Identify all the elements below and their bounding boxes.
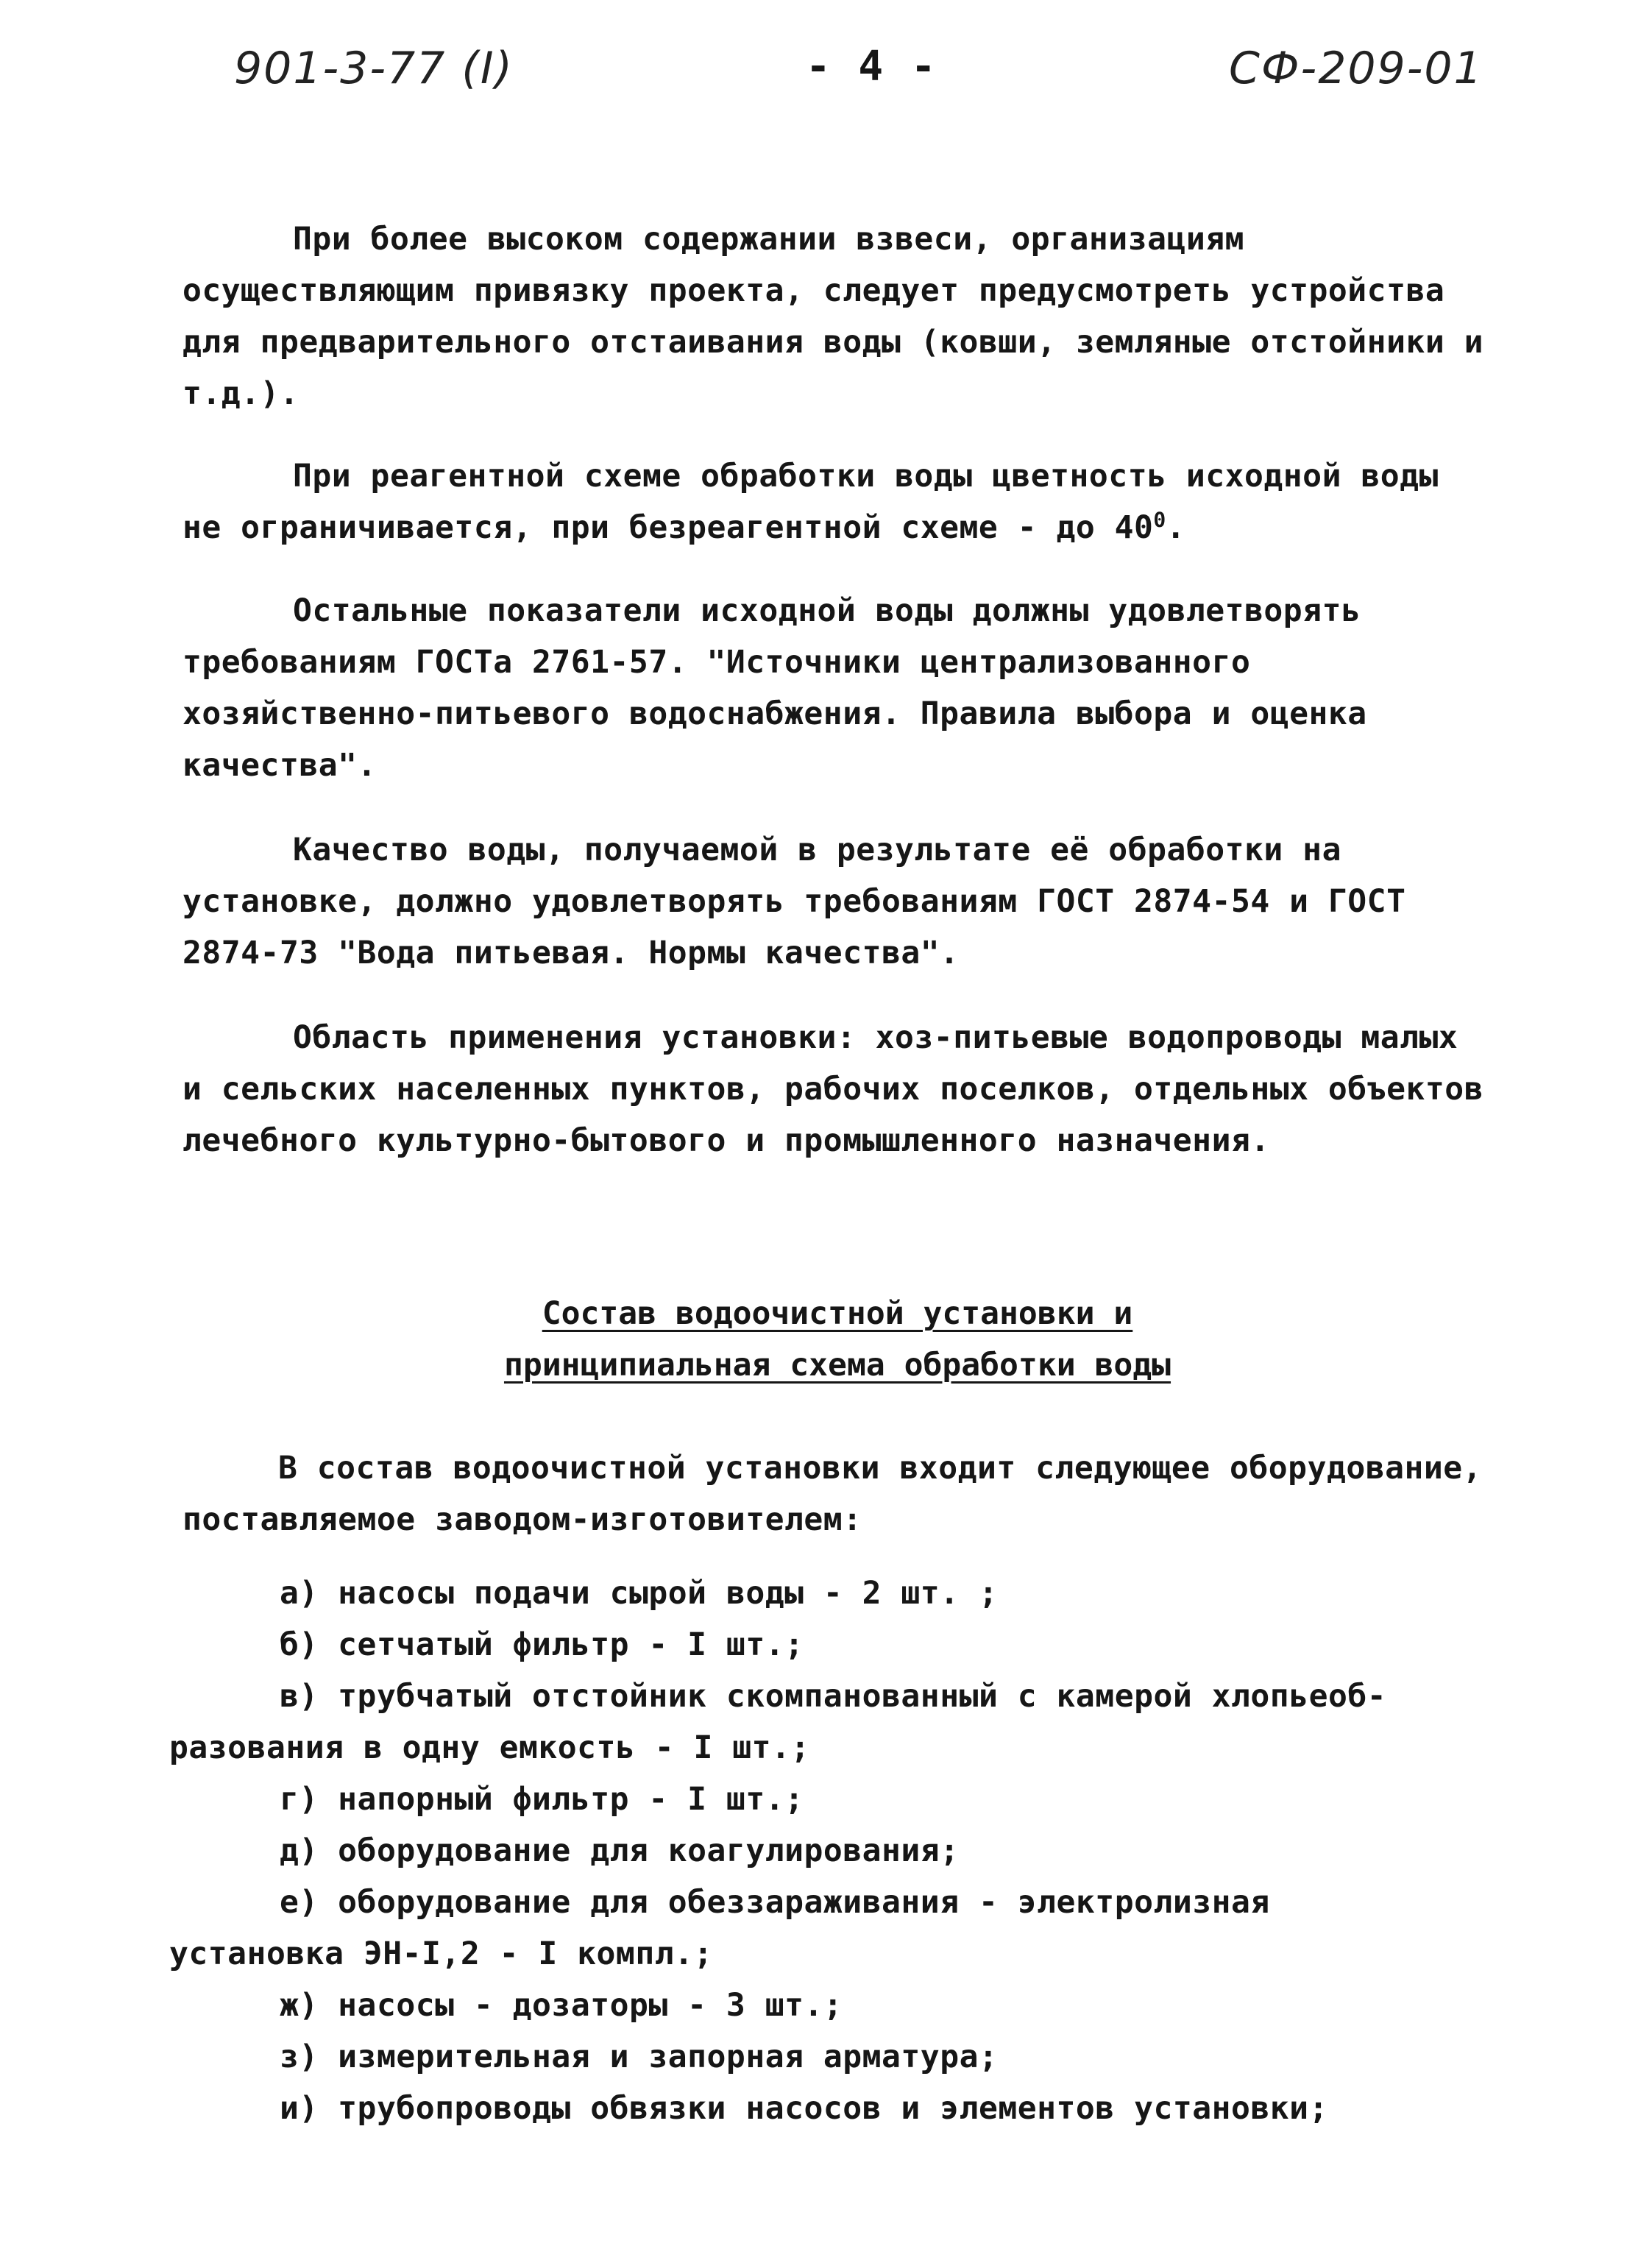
- doc-code-right: СФ-209-01: [1229, 43, 1483, 94]
- list-item-label: ж) насосы - дозаторы - 3 шт.;: [280, 1987, 843, 2024]
- list-item-label: д) оборудование для коагулирования;: [280, 1832, 960, 1869]
- paragraph-other-indicators: [182, 585, 1492, 791]
- paragraph-application: [182, 1012, 1503, 1166]
- list-item: [169, 1774, 1494, 1825]
- paragraph-text: Качество воды, получаемой в результате её обработки на установке, должно удовлетворять требованиям ГОСТ 2874-54 и ГОСТ 2874-73 "Вода питьевая. Нормы качества".: [182, 832, 1425, 971]
- list-item: [169, 1619, 1494, 1671]
- list-item-continuation: разования в одну емкость - I шт.;: [169, 1729, 810, 1766]
- paragraph-quality: [182, 824, 1492, 979]
- list-item-label: и) трубопроводы обвязки насосов и элементов установки;: [280, 2090, 1328, 2127]
- list-item: [169, 1671, 1494, 1774]
- paragraph-text: Остальные показатели исходной воды должны удовлетворять требованиям ГОСТа 2761-57. "Источники централизованного хозяйственно-питьевого водоснабжения. Правила выбора и оценка качества".: [182, 592, 1387, 784]
- paragraph-color: [182, 450, 1492, 553]
- doc-code-left: 901-3-77 (I): [234, 43, 514, 94]
- list-item-label: е) оборудование для обеззараживания - электролизная: [280, 1884, 1270, 1921]
- section-heading-line2: принципиальная схема обработки воды: [503, 1347, 1171, 1384]
- paragraph-text: Область применения установки: хоз-питьевые водопроводы малых и сельских населенных пунктов, рабочих поселков, отдельных объектов лечебного культурно-бытового и промышленного назначения.: [182, 1019, 1503, 1159]
- list-item: [169, 2083, 1494, 2134]
- page-number: - 4 -: [806, 43, 937, 91]
- section-heading: [182, 1288, 1492, 1391]
- paragraph-equipment-intro: [182, 1442, 1502, 1545]
- paragraph-suspension: [182, 213, 1503, 419]
- paragraph-text-end: .: [1166, 509, 1186, 546]
- paragraph-text: При более высоком содержании взвеси, организациям осуществляющим привязку проекта, следует предусмотреть устройства для предварительного отстаивания воды (ковши, земляные отстойники и т.д.).: [182, 221, 1503, 412]
- list-item-label: а) насосы подачи сырой воды - 2 шт. ;: [280, 1575, 999, 1612]
- list-item: [169, 1980, 1494, 2031]
- paragraph-text-main: При реагентной схеме обработки воды цветность исходной воды не ограничивается, при безреагентной схеме - до 40: [182, 458, 1458, 546]
- list-item: [169, 1825, 1494, 1877]
- list-item-label: в) трубчатый отстойник скомпанованный с камерой хлопьеоб-: [280, 1678, 1387, 1715]
- list-item: [169, 1568, 1494, 1619]
- degree-superscript: 0: [1153, 507, 1166, 532]
- paragraph-text: В состав водоочистной установки входит следующее оборудование, поставляемое заводом-изготовителем:: [182, 1450, 1502, 1538]
- list-item-continuation: установка ЭН-I,2 - I компл.;: [169, 1935, 713, 1972]
- list-item: [169, 2031, 1494, 2083]
- list-item: [169, 1877, 1494, 1980]
- list-item-label: з) измерительная и запорная арматура;: [280, 2038, 999, 2075]
- section-heading-line1: Состав водоочистной установки и: [542, 1295, 1133, 1332]
- equipment-list: [169, 1568, 1494, 2134]
- paragraph-text: [182, 450, 1492, 553]
- list-item-label: г) напорный фильтр - I шт.;: [280, 1781, 804, 1818]
- list-item-label: б) сетчатый фильтр - I шт.;: [280, 1626, 804, 1663]
